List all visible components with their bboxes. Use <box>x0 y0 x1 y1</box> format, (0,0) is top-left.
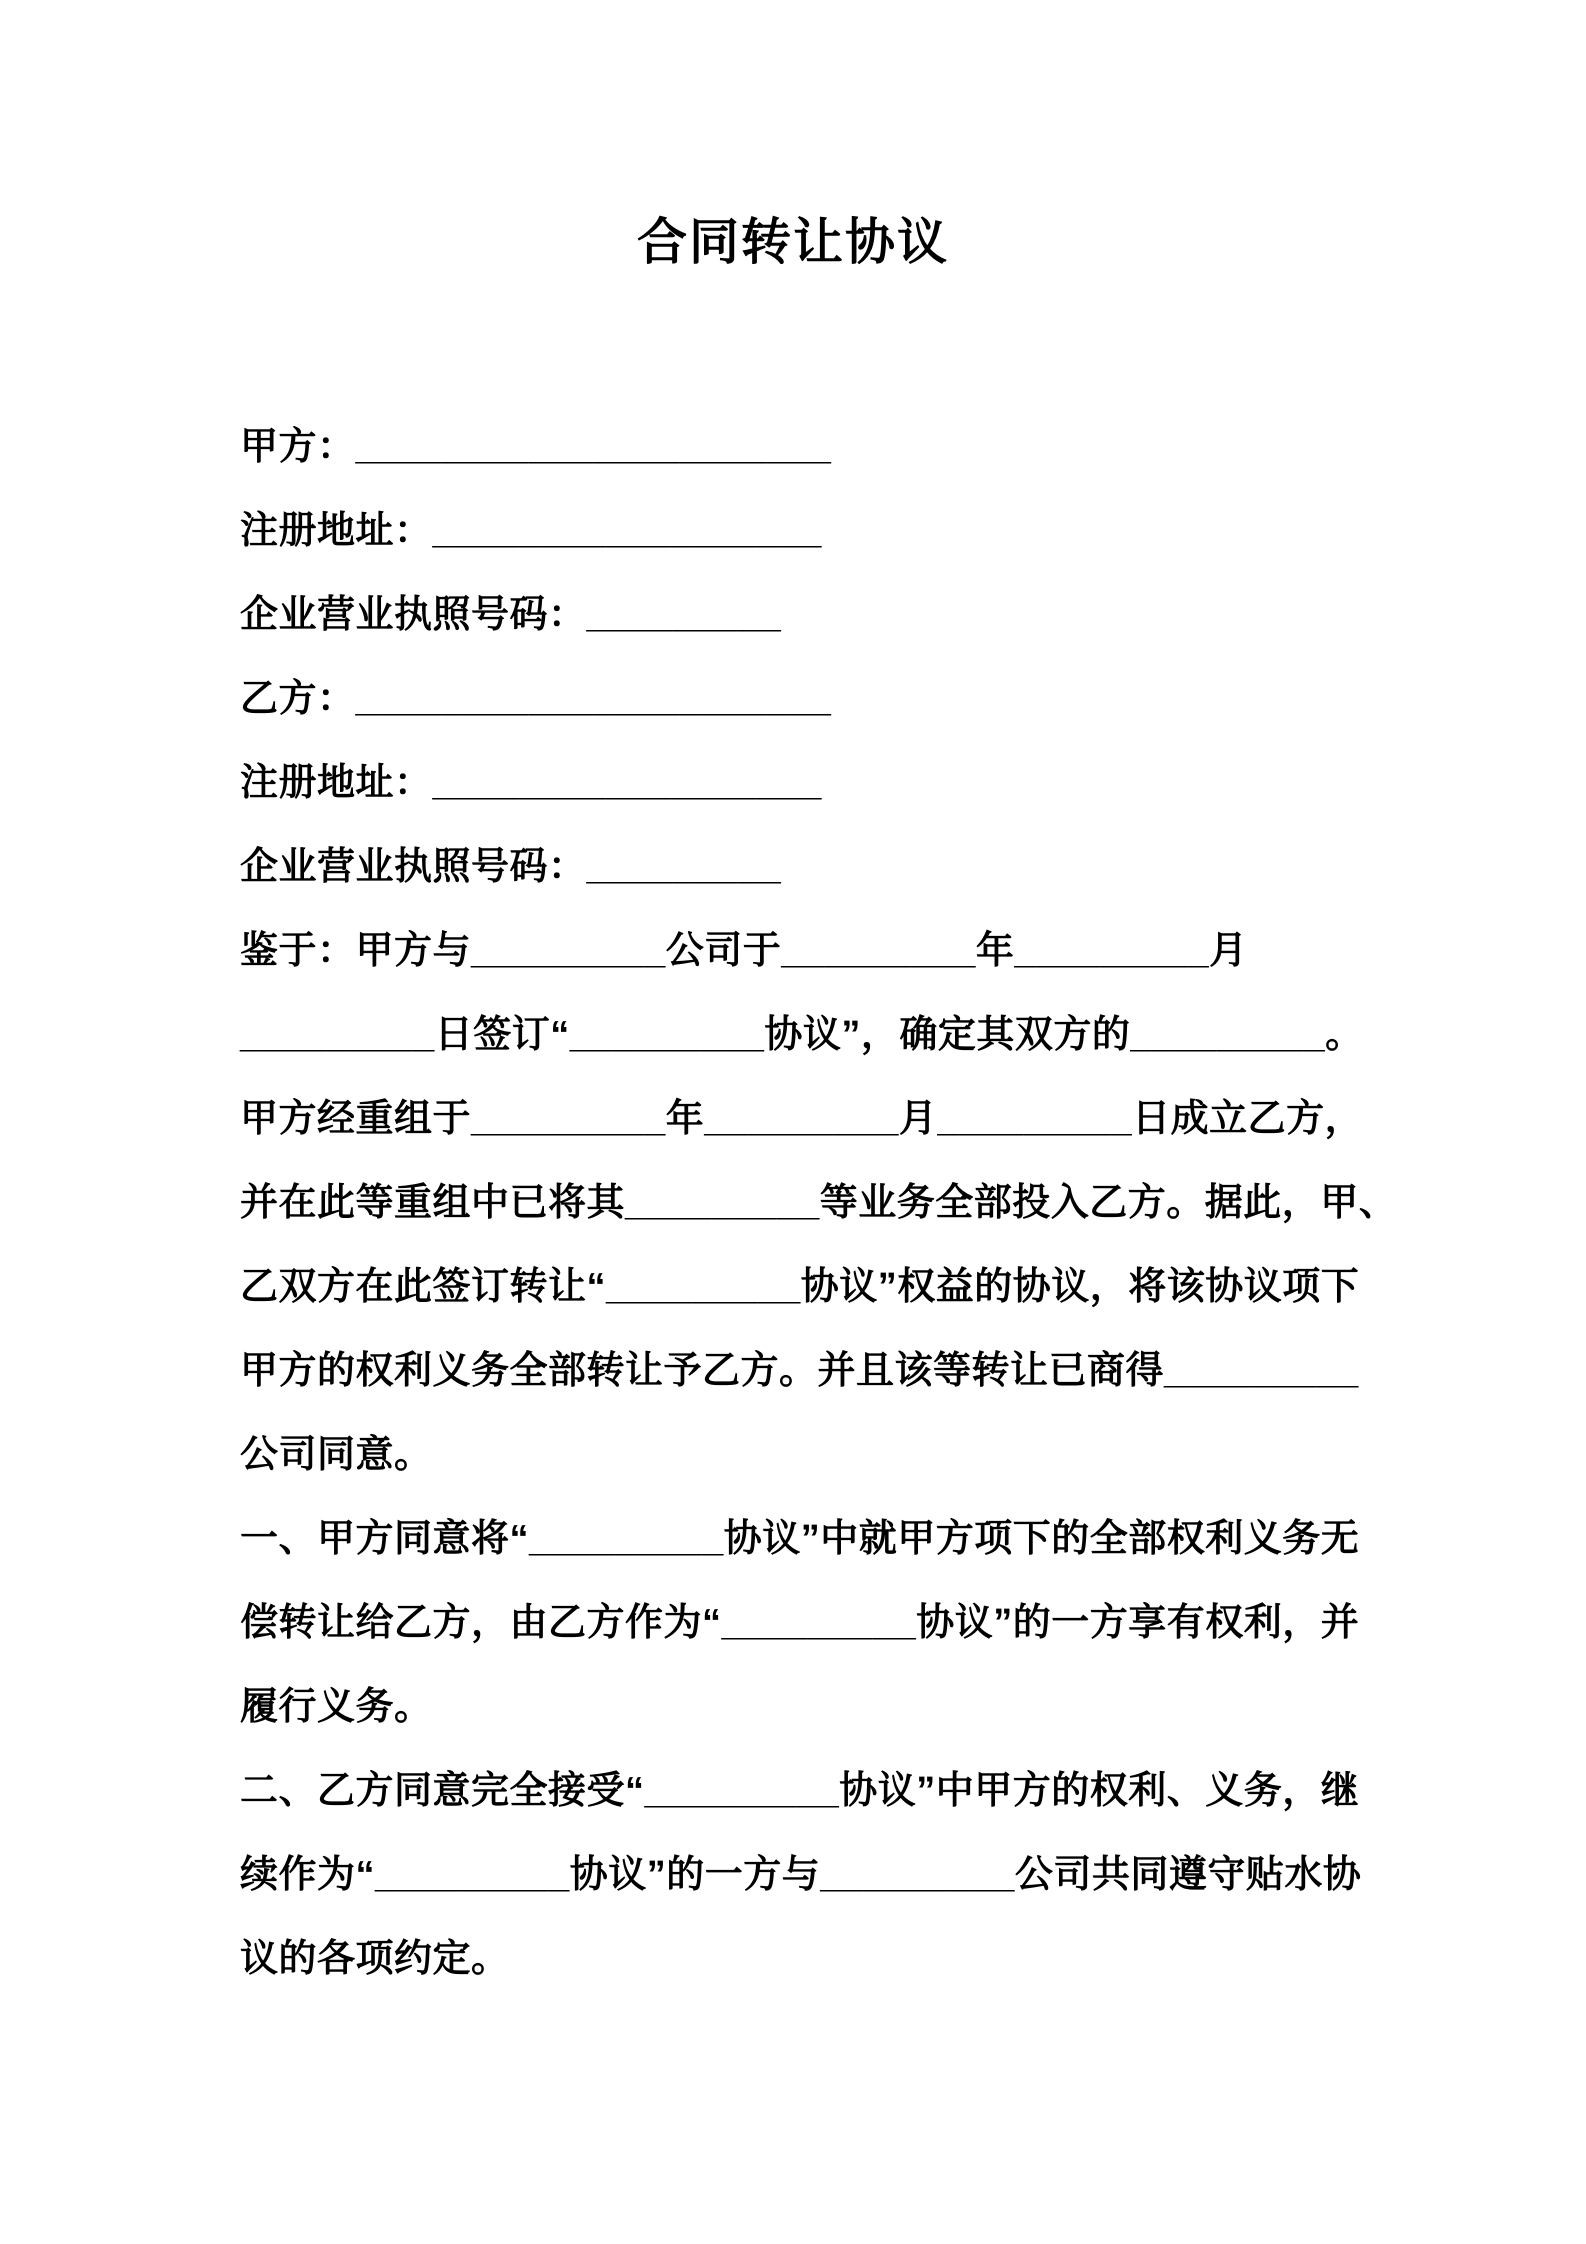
document-body <box>240 405 1446 2001</box>
doc-line: 乙双方在此签订转让“_________协议”权益的协议，将该协议项下 <box>240 1266 1360 1308</box>
doc-line: 议的各项约定。 <box>240 1938 510 1980</box>
doc-line: 并在此等重组中已将其_________等业务全部投入乙方。据此，甲、 <box>240 1182 1398 1224</box>
doc-line: 甲方：______________________ <box>240 426 832 468</box>
doc-line: 二、乙方同意完全接受“_________协议”中甲方的权利、义务，继 <box>240 1770 1360 1812</box>
doc-line: 甲方经重组于_________年_________月_________日成立乙方， <box>240 1098 1364 1140</box>
doc-line: 续作为“_________协议”的一方与_________公司共同遵守贴水协 <box>240 1854 1362 1896</box>
doc-line: _________日签订“_________协议”，确定其双方的_________。 <box>240 1014 1364 1056</box>
doc-line: 乙方：______________________ <box>240 678 832 720</box>
doc-line: 履行义务。 <box>240 1686 433 1728</box>
doc-line: 注册地址：__________________ <box>240 762 822 804</box>
doc-line: 甲方的权利义务全部转让予乙方。并且该等转让已商得_________ <box>240 1350 1359 1392</box>
doc-line: 鉴于：甲方与_________公司于_________年_________月 <box>240 930 1248 972</box>
doc-line: 一、甲方同意将“_________协议”中就甲方项下的全部权利义务无 <box>240 1518 1360 1560</box>
doc-line: 公司同意。 <box>240 1434 433 1476</box>
document-title: 合同转让协议 <box>637 214 949 270</box>
doc-line: 注册地址：__________________ <box>240 510 822 552</box>
doc-line: 企业营业执照号码：_________ <box>240 846 782 888</box>
doc-line: 偿转让给乙方，由乙方作为“_________协议”的一方享有权利，并 <box>240 1602 1360 1644</box>
doc-line: 企业营业执照号码：_________ <box>240 594 782 636</box>
